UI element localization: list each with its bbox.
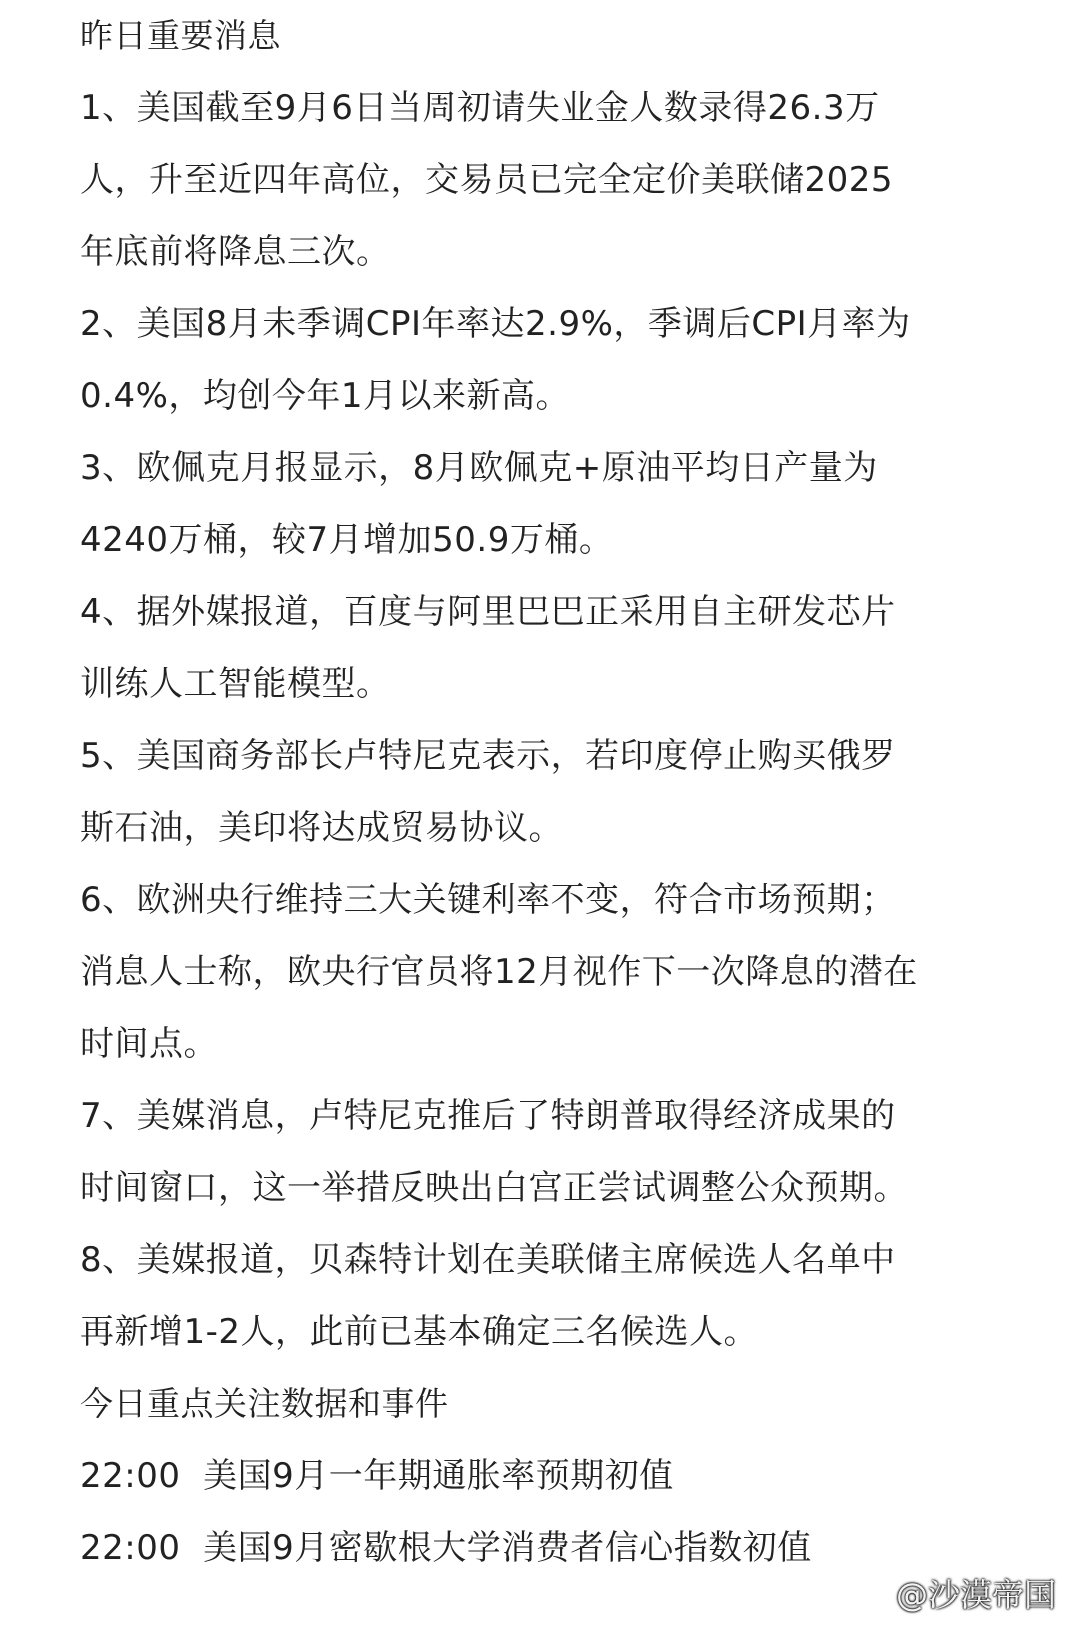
news-line: 时间窗口，这一举措反映出白宫正尝试调整公众预期。	[80, 1168, 908, 1208]
news-line: 消息人士称，欧央行官员将12月视作下一次降息的潜在	[80, 952, 918, 992]
watermark-text: @沙漠帝国	[895, 1576, 1056, 1614]
news-line: 1、美国截至9月6日当周初请失业金人数录得26.3万	[80, 88, 880, 128]
news-line: 3、欧佩克月报显示，8月欧佩克+原油平均日产量为	[80, 448, 878, 488]
event-desc: 美国9月一年期通胀率预期初值	[203, 1456, 674, 1496]
news-line: 4240万桶，较7月增加50.9万桶。	[80, 520, 614, 560]
news-line: 0.4%，均创今年1月以来新高。	[80, 376, 571, 416]
news-line: 人，升至近四年高位，交易员已完全定价美联储2025	[80, 160, 894, 200]
news-item-1	[80, 72, 1020, 288]
news-item-4	[80, 576, 1020, 720]
event-time: 22:00	[80, 1528, 181, 1568]
news-line: 5、美国商务部长卢特尼克表示，若印度停止购买俄罗	[80, 736, 896, 776]
event-item-1	[80, 1440, 1020, 1512]
news-line: 年底前将降息三次。	[80, 232, 391, 272]
event-time: 22:00	[80, 1456, 181, 1496]
news-line: 7、美媒消息，卢特尼克推后了特朗普取得经济成果的	[80, 1096, 896, 1136]
news-line: 时间点。	[80, 1024, 218, 1064]
section-title-today: 今日重点关注数据和事件	[80, 1384, 449, 1423]
news-item-2	[80, 288, 1020, 432]
news-line: 4、据外媒报道，百度与阿里巴巴正采用自主研发芯片	[80, 592, 896, 632]
news-item-8	[80, 1224, 1020, 1368]
news-line: 2、美国8月未季调CPI年率达2.9%，季调后CPI月率为	[80, 304, 911, 344]
news-line: 斯石油，美印将达成贸易协议。	[80, 808, 563, 848]
news-item-3	[80, 432, 1020, 576]
news-item-6	[80, 864, 1020, 1080]
news-item-7	[80, 1080, 1020, 1224]
weibo-icon	[860, 1578, 890, 1608]
news-line: 训练人工智能模型。	[80, 664, 391, 704]
event-desc: 美国9月密歇根大学消费者信心指数初值	[203, 1528, 812, 1568]
section-title-yesterday: 昨日重要消息	[80, 16, 281, 55]
news-line: 8、美媒报道，贝森特计划在美联储主席候选人名单中	[80, 1240, 896, 1280]
article-body	[80, 0, 1020, 1584]
news-item-5	[80, 720, 1020, 864]
watermark	[860, 1568, 1056, 1618]
news-line: 再新增1-2人，此前已基本确定三名候选人。	[80, 1312, 759, 1352]
news-line: 6、欧洲央行维持三大关键利率不变，符合市场预期；	[80, 880, 896, 920]
